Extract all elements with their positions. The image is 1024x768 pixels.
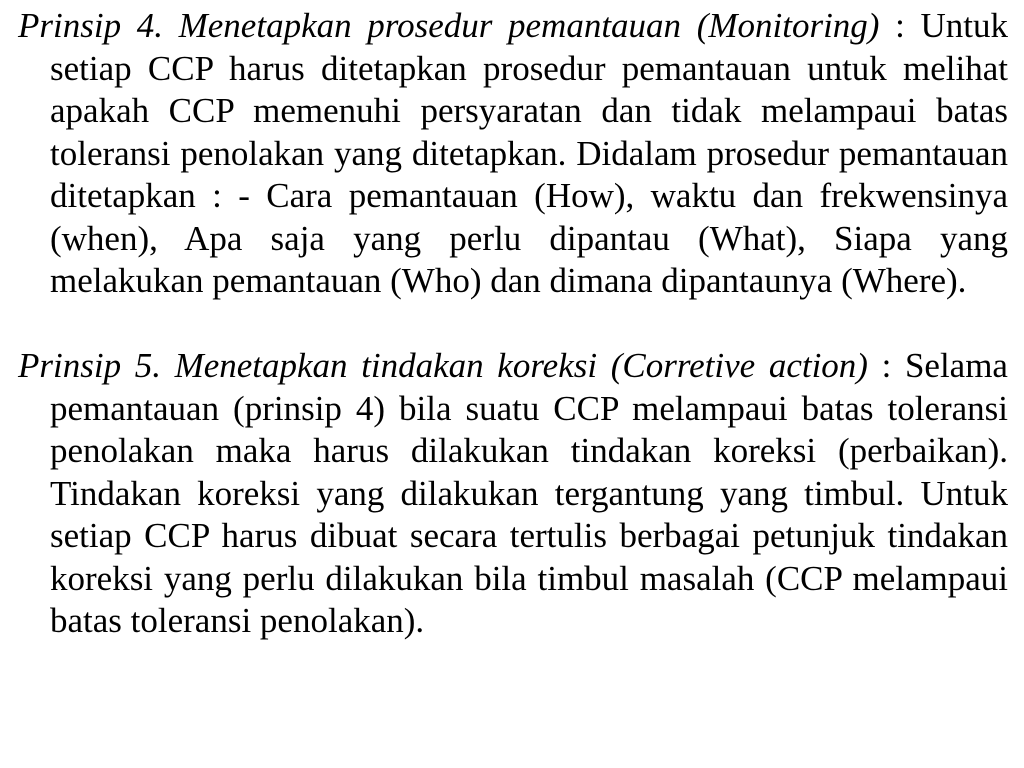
paragraph-prinsip-5 xyxy=(18,345,1008,643)
prinsip-5-heading: Prinsip 5. Menetapkan tindakan koreksi (Corretive action) xyxy=(18,346,868,385)
prinsip-4-body: Untuk setiap CCP harus ditetapkan prosedur pemantauan untuk melihat apakah CCP memenuhi persyaratan dan tidak melampaui batas toleransi penolakan yang ditetapkan. Didalam prosedur pemantauan ditetapkan : - Cara pemantauan (How), waktu dan frekwensinya (when), Apa saja yang perlu dipantau (What), Siapa yang melakukan pemantauan (Who) dan dimana dipantaunya (Where). xyxy=(50,6,1008,300)
paragraph-prinsip-4 xyxy=(18,5,1008,303)
prinsip-4-separator: : xyxy=(879,6,921,45)
prinsip-5-separator: : xyxy=(867,346,905,385)
prinsip-5-body: Selama pemantauan (prinsip 4) bila suatu CCP melampaui batas toleransi penolakan maka harus dilakukan tindakan koreksi (perbaikan). Tindakan koreksi yang dilakukan tergantung yang timbul. Untuk setiap CCP harus dibuat secara tertulis berbagai petunjuk tindakan koreksi yang perlu dilakukan bila timbul masalah (CCP melampaui batas toleransi penolakan). xyxy=(50,346,1008,640)
prinsip-4-heading: Prinsip 4. Menetapkan prosedur pemantauan (Monitoring) xyxy=(18,6,880,45)
